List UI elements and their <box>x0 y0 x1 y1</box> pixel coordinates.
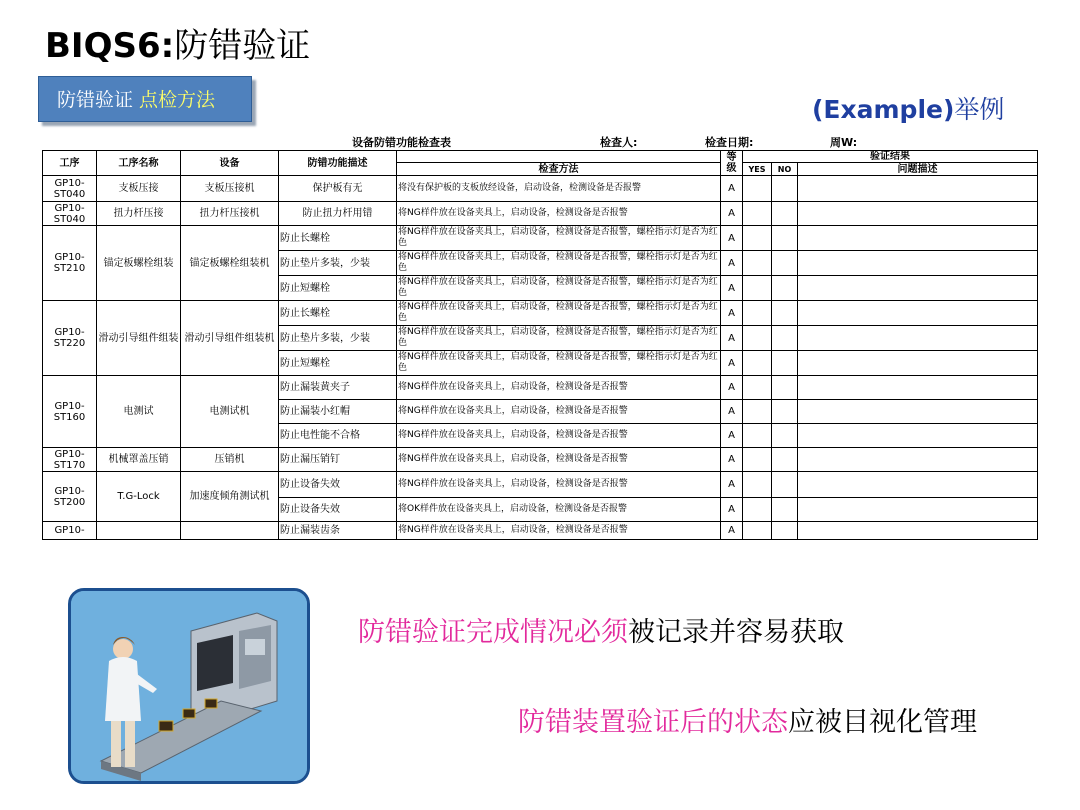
process-name-cell: 滑动引导组件组装 <box>97 301 181 376</box>
no-cell <box>772 498 798 522</box>
yes-cell <box>743 400 772 424</box>
yes-cell <box>743 376 772 400</box>
grade-cell: A <box>721 522 743 540</box>
no-cell <box>772 351 798 376</box>
yes-cell <box>743 301 772 326</box>
col-no: NO <box>772 163 798 176</box>
col-process-name: 工序名称 <box>97 151 181 176</box>
col-equipment: 设备 <box>181 151 279 176</box>
statement-record-highlight: 防错验证完成情况必须 <box>358 617 628 648</box>
no-cell <box>772 176 798 202</box>
function-cell: 防止设备失效 <box>279 498 397 522</box>
function-cell: 防止短螺栓 <box>279 276 397 301</box>
tag-text: 防错验证 <box>57 89 134 111</box>
issue-cell <box>798 176 1038 202</box>
process-name-cell: T.G-Lock <box>97 472 181 522</box>
issue-cell <box>798 498 1038 522</box>
function-cell: 防止电性能不合格 <box>279 424 397 448</box>
grade-cell: A <box>721 301 743 326</box>
table-row <box>43 176 1038 202</box>
issue-cell <box>798 351 1038 376</box>
page-title <box>45 18 310 67</box>
process-code-cell: GP10- <box>43 522 97 540</box>
no-cell <box>772 376 798 400</box>
method-cell: 将NG样件放在设备夹具上，启动设备，检测设备是否报警，螺栓指示灯是否为红色 <box>397 226 721 251</box>
method-cell: 将NG样件放在设备夹具上，启动设备，检测设备是否报警 <box>397 424 721 448</box>
method-cell: 将NG样件放在设备夹具上，启动设备，检测设备是否报警 <box>397 522 721 540</box>
process-code-cell: GP10-ST160 <box>43 376 97 448</box>
example-zh: 举例 <box>954 95 1005 124</box>
equipment-cell: 电测试机 <box>181 376 279 448</box>
grade-cell: A <box>721 424 743 448</box>
grade-cell: A <box>721 376 743 400</box>
no-cell <box>772 424 798 448</box>
issue-cell <box>798 522 1038 540</box>
no-cell <box>772 448 798 472</box>
table-row <box>43 376 1038 400</box>
grade-cell: A <box>721 498 743 522</box>
yes-cell <box>743 176 772 202</box>
grade-cell: A <box>721 400 743 424</box>
issue-cell <box>798 376 1038 400</box>
function-cell: 防止垫片多装，少装 <box>279 251 397 276</box>
method-cell: 将NG样件放在设备夹具上，启动设备，检测设备是否报警 <box>397 376 721 400</box>
process-code-cell: GP10-ST040 <box>43 176 97 202</box>
table-row <box>43 301 1038 326</box>
no-cell <box>772 276 798 301</box>
issue-cell <box>798 276 1038 301</box>
week-label: 周W: <box>830 136 858 149</box>
grade-cell: A <box>721 448 743 472</box>
yes-cell <box>743 424 772 448</box>
yes-cell <box>743 226 772 251</box>
table-row <box>43 448 1038 472</box>
yes-cell <box>743 498 772 522</box>
grade-cell: A <box>721 202 743 226</box>
method-cell: 将NG样件放在设备夹具上，启动设备，检测设备是否报警，螺栓指示灯是否为红色 <box>397 351 721 376</box>
grade-cell: A <box>721 326 743 351</box>
process-code-cell: GP10-ST170 <box>43 448 97 472</box>
section-tag <box>38 76 252 122</box>
table-row <box>43 522 1038 540</box>
no-cell <box>772 522 798 540</box>
function-cell: 防止漏装黄夹子 <box>279 376 397 400</box>
process-name-cell: 扭力杆压接 <box>97 202 181 226</box>
function-cell: 防止垫片多装，少装 <box>279 326 397 351</box>
method-cell: 将NG样件放在设备夹具上，启动设备，检测设备是否报警，螺栓指示灯是否为红色 <box>397 326 721 351</box>
example-label <box>812 90 1004 126</box>
process-code-cell: GP10-ST200 <box>43 472 97 522</box>
grade-cell: A <box>721 251 743 276</box>
function-cell: 防止漏装齿条 <box>279 522 397 540</box>
col-result: 验证结果 <box>743 151 1038 163</box>
process-name-cell: 机械罩盖压销 <box>97 448 181 472</box>
function-cell: 防止短螺栓 <box>279 351 397 376</box>
method-cell: 将NG样件放在设备夹具上，启动设备，检测设备是否报警，螺栓指示灯是否为红色 <box>397 301 721 326</box>
statement-visual <box>518 700 977 739</box>
equipment-cell: 扭力杆压接机 <box>181 202 279 226</box>
no-cell <box>772 472 798 498</box>
statement-record <box>358 610 844 649</box>
table-row <box>43 202 1038 226</box>
yes-cell <box>743 448 772 472</box>
col-process: 工序 <box>43 151 97 176</box>
statement-visual-rest: 应被目视化管理 <box>788 707 977 738</box>
process-code-cell: GP10-ST040 <box>43 202 97 226</box>
function-cell: 防止长螺栓 <box>279 226 397 251</box>
no-cell <box>772 251 798 276</box>
method-cell: 将NG样件放在设备夹具上，启动设备，检测设备是否报警 <box>397 400 721 424</box>
issue-cell <box>798 251 1038 276</box>
grade-cell: A <box>721 472 743 498</box>
no-cell <box>772 400 798 424</box>
method-cell: 将NG样件放在设备夹具上，启动设备，检测设备是否报警 <box>397 448 721 472</box>
issue-cell <box>798 400 1038 424</box>
process-code-cell: GP10-ST210 <box>43 226 97 301</box>
function-cell: 防止漏压销钉 <box>279 448 397 472</box>
issue-cell <box>798 424 1038 448</box>
col-grade: 等级 <box>721 151 743 176</box>
function-cell: 防止扭力杆用错 <box>279 202 397 226</box>
method-cell: 将NG样件放在设备夹具上，启动设备，检测设备是否报警，螺栓指示灯是否为红色 <box>397 251 721 276</box>
example-en: (Example) <box>812 95 955 124</box>
function-cell: 防止设备失效 <box>279 472 397 498</box>
table-cutoff <box>40 548 1040 568</box>
method-cell: 将NG样件放在设备夹具上，启动设备，检测设备是否报警 <box>397 472 721 498</box>
function-cell: 防止长螺栓 <box>279 301 397 326</box>
illustration-inspection <box>68 588 310 784</box>
issue-cell <box>798 326 1038 351</box>
issue-cell <box>798 472 1038 498</box>
equipment-cell: 压销机 <box>181 448 279 472</box>
yes-cell <box>743 276 772 301</box>
yes-cell <box>743 472 772 498</box>
col-function: 防错功能描述 <box>279 151 397 176</box>
no-cell <box>772 226 798 251</box>
equipment-cell: 锚定板螺栓组装机 <box>181 226 279 301</box>
title-text: 防错验证 <box>174 26 311 66</box>
no-cell <box>772 326 798 351</box>
statement-visual-highlight: 防错装置验证后的状态 <box>518 707 788 738</box>
yes-cell <box>743 202 772 226</box>
grade-cell: A <box>721 176 743 202</box>
col-issue: 问题描述 <box>798 163 1038 176</box>
yes-cell <box>743 522 772 540</box>
no-cell <box>772 301 798 326</box>
yes-cell <box>743 351 772 376</box>
equipment-cell: 滑动引导组件组装机 <box>181 301 279 376</box>
worker-conveyor-illustration <box>71 591 307 781</box>
grade-cell: A <box>721 276 743 301</box>
issue-cell <box>798 301 1038 326</box>
process-name-cell <box>97 522 181 540</box>
table-row <box>43 472 1038 498</box>
sheet-name: 设备防错功能检查表 <box>352 136 451 149</box>
method-cell: 将没有保护板的支板放经设备，启动设备，检测设备是否报警 <box>397 176 721 202</box>
equipment-cell <box>181 522 279 540</box>
inspector-label: 检查人: <box>600 136 638 149</box>
equipment-cell: 支板压接机 <box>181 176 279 202</box>
issue-cell <box>798 202 1038 226</box>
date-label: 检查日期: <box>705 136 754 149</box>
issue-cell <box>798 448 1038 472</box>
function-cell: 保护板有无 <box>279 176 397 202</box>
yes-cell <box>743 326 772 351</box>
process-name-cell: 电测试 <box>97 376 181 448</box>
tag-highlight: 点检方法 <box>139 89 216 111</box>
yes-cell <box>743 251 772 276</box>
statement-record-rest: 被记录并容易获取 <box>628 617 844 648</box>
grade-cell: A <box>721 351 743 376</box>
process-name-cell: 支板压接 <box>97 176 181 202</box>
check-table <box>42 150 1038 540</box>
method-cell: 将NG样件放在设备夹具上，启动设备，检测设备是否报警，螺栓指示灯是否为红色 <box>397 276 721 301</box>
process-name-cell: 锚定板螺栓组装 <box>97 226 181 301</box>
col-method: 检查方法 <box>397 163 721 176</box>
col-yes: YES <box>743 163 772 176</box>
issue-cell <box>798 226 1038 251</box>
process-code-cell: GP10-ST220 <box>43 301 97 376</box>
grade-cell: A <box>721 226 743 251</box>
title-code: BIQS6: <box>45 26 175 66</box>
no-cell <box>772 202 798 226</box>
equipment-cell: 加速度倾角测试机 <box>181 472 279 522</box>
method-cell: 将NG样件放在设备夹具上，启动设备，检测设备是否报警 <box>397 202 721 226</box>
table-row <box>43 226 1038 251</box>
function-cell: 防止漏装小红帽 <box>279 400 397 424</box>
method-cell: 将OK样件放在设备夹具上，启动设备，检测设备是否报警 <box>397 498 721 522</box>
